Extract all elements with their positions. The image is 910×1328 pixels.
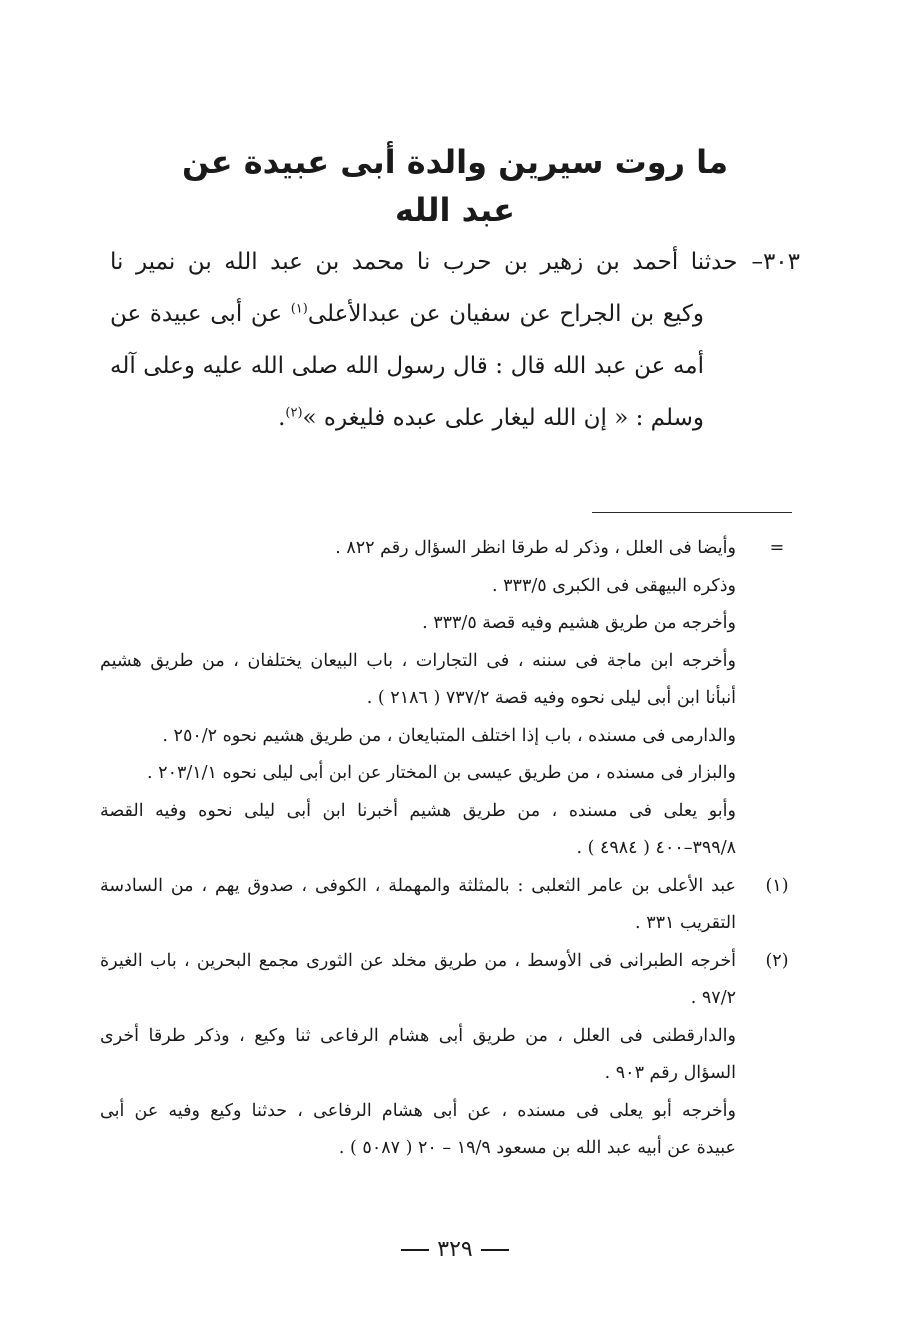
- footnote-line: وأخرجه من طريق هشيم وفيه قصة ٣٣٣/٥ .: [422, 613, 736, 633]
- footnote-line: عبيدة عن أبيه عبد الله بن مسعود ١٩/٩ – ٢٠ ( ٥٠٨٧ ) .: [338, 1138, 736, 1158]
- footnote-line: أنبأنا ابن أبى ليلى نحوه وفيه قصة ٧٣٧/٢ ( ٢١٨٦ ) .: [366, 688, 736, 708]
- footnote-line: عبد الأعلى بن عامر الثعلبى : بالمثلثة والمهملة ، الكوفى ، صدوق يهم ، من السادسة: [100, 875, 736, 896]
- hadith-line-2: [110, 288, 800, 340]
- footnote-2: [100, 943, 800, 1168]
- footnote-ref-1[interactable]: (١): [290, 301, 308, 317]
- page-title: ما روت سيرين والدة أبى عبيدة عن عبد الله: [181, 143, 728, 229]
- page-number-dash-right: [481, 1249, 509, 1251]
- footnote-separator: [592, 512, 792, 513]
- page-number-text: ٣٢٩: [437, 1237, 473, 1262]
- footnote-line: ٩٧/٢ .: [690, 988, 736, 1008]
- hadith-line-4: [110, 392, 800, 444]
- footnote-line: والدارقطنى فى العلل ، من طريق أبى هشام الرفاعى ثنا وكيع ، وذكر طرقا أخرى: [100, 1025, 736, 1046]
- footnote-continuation: [100, 530, 800, 868]
- page-number-dash-left: [401, 1249, 429, 1251]
- hadith-line-1: [110, 236, 800, 288]
- footnote-line: وأبو يعلى فى مسنده ، من طريق هشيم أخبرنا ابن أبى ليلى نحوه وفيه القصة: [100, 800, 736, 821]
- footnote-line: والبزار فى مسنده ، من طريق عيسى بن المختار عن ابن أبى ليلى نحوه ٢٠٣/١/١ .: [147, 763, 736, 783]
- continuation-marker: =: [769, 538, 785, 558]
- footnote-line: والدارمى فى مسنده ، باب إذا اختلف المتبايعان ، من طريق هشيم نحوه ٢٥٠/٢ .: [162, 725, 736, 746]
- footnote-ref-2[interactable]: (٢): [285, 405, 303, 421]
- hadith-303: [110, 236, 800, 444]
- hadith-line-4-part-a: وسلم : « إن الله ليغار على عبده فليغره »: [302, 405, 704, 431]
- footnote-line: ٣٩٩/٨–٤٠٠ ( ٤٩٨٤ ) .: [576, 838, 736, 858]
- page-number: [380, 1230, 530, 1270]
- footnote-line: وأخرجه ابن ماجة فى سننه ، فى التجارات ، باب البيعان يختلفان ، من طريق هشيم: [100, 650, 736, 671]
- footnote-line: وذكره البيهقى فى الكبرى ٣٣٣/٥ .: [492, 575, 736, 596]
- hadith-line-1-text: حدثنا أحمد بن زهير بن حرب نا محمد بن عبد الله بن نمير نا: [110, 249, 738, 275]
- footnote-1: [100, 868, 800, 943]
- footnote-line: وأخرجه أبو يعلى فى مسنده ، عن أبى هشام الرفاعى ، حدثنا وكيع وفيه عن أبى: [100, 1100, 736, 1121]
- hadith-line-4-part-b: .: [278, 405, 286, 431]
- hadith-line-2-part-a: وكيع بن الجراح عن سفيان عن عبدالأعلى: [307, 301, 704, 327]
- footnote-line: أخرجه الطبرانى فى الأوسط ، من طريق مخلد عن الثورى مجمع البحرين ، باب الغيرة: [100, 950, 736, 971]
- footnote-2-marker: (٢): [765, 950, 789, 971]
- hadith-line-3: أمه عن عبد الله قال : قال رسول الله صلى الله عليه وعلى آله: [110, 353, 704, 379]
- hadith-number: ٣٠٣–: [751, 249, 800, 275]
- footnote-1-marker: (١): [765, 875, 789, 896]
- footnote-line: التقريب ٣٣١ .: [635, 913, 736, 933]
- hadith-line-2-part-b: عن أبى عبيدة عن: [110, 301, 291, 327]
- footnotes: [100, 530, 800, 1168]
- footnote-line: السؤال رقم ٩٠٣ .: [604, 1063, 736, 1083]
- footnote-line: وأيضا فى العلل ، وذكر له طرقا انظر السؤال رقم ٨٢٢ .: [335, 538, 736, 558]
